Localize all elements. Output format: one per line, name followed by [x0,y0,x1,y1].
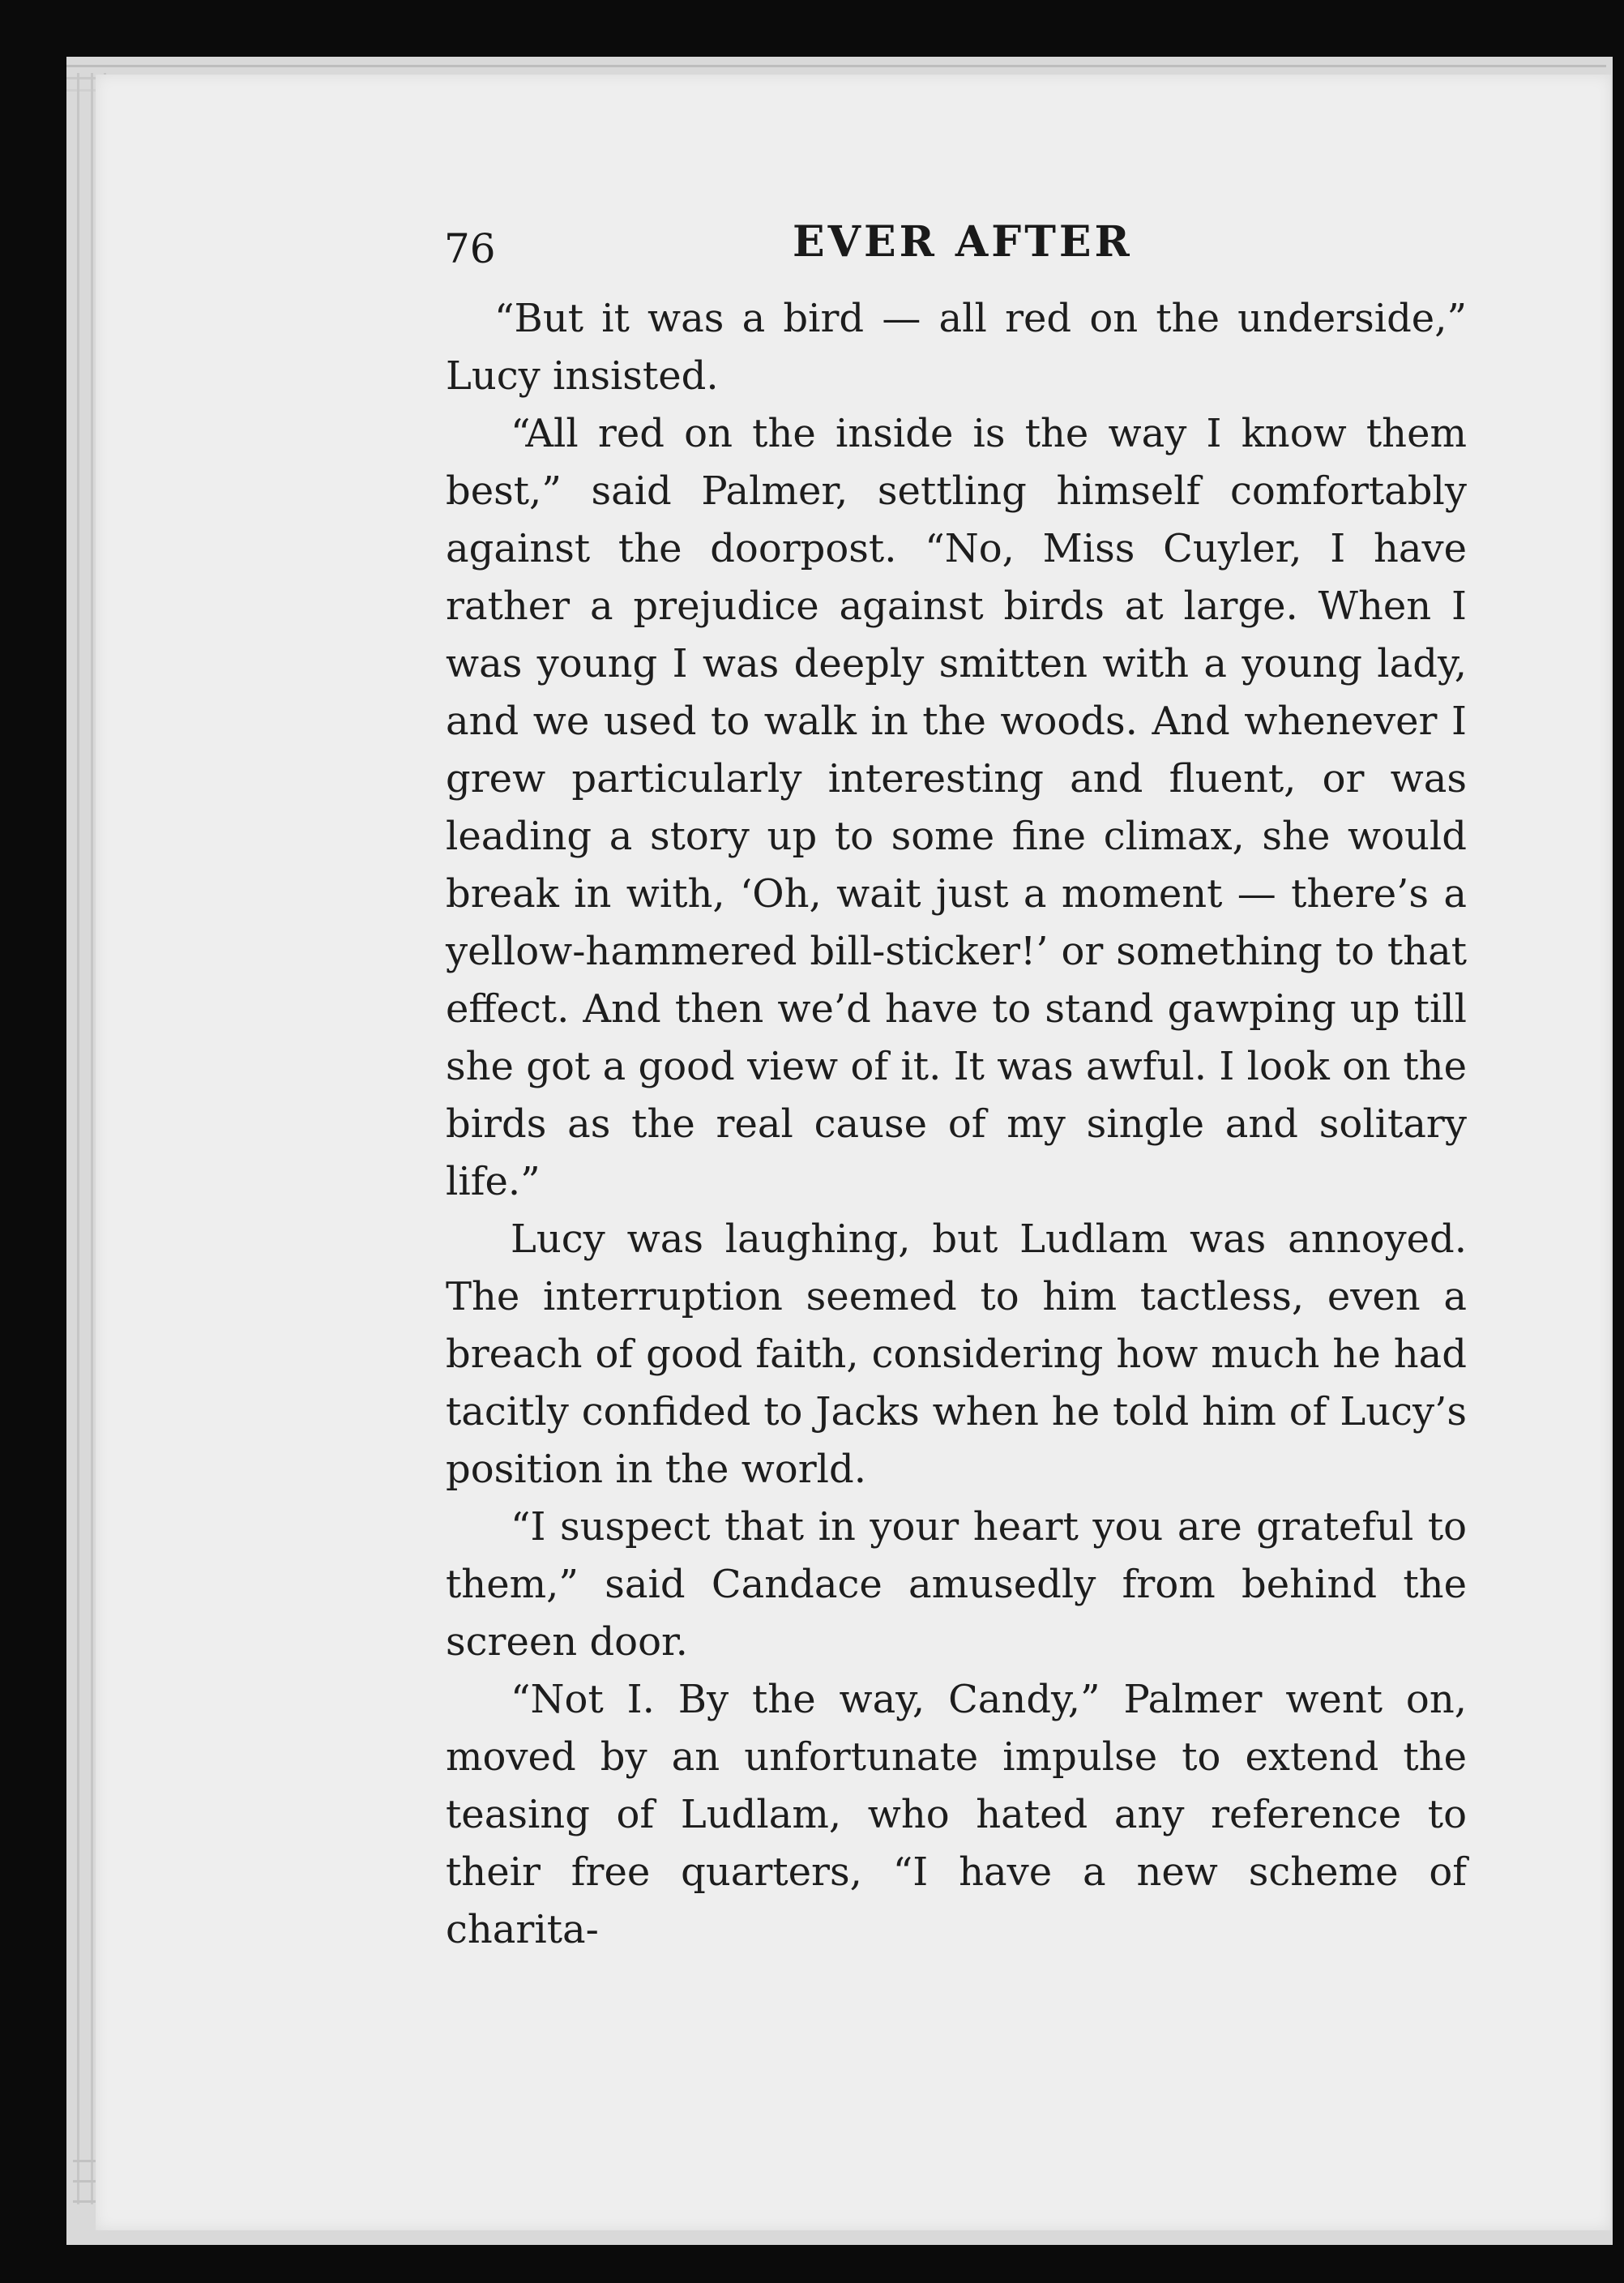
page-edge-line [91,73,93,2204]
paragraph: “But it was a bird — all red on the underside,” Lucy insisted. [446,296,1467,399]
page-edge-line [77,73,79,2204]
paragraph: Lucy was laughing, but Ludlam was annoyed. The interruption seemed to him tactless, even a breach of good faith, considering how much he had tacitly confided to Jacks when he told him of Lucy’s position in the world. [446,1216,1467,1492]
page-header [444,217,1498,282]
paragraph: “Not I. By the way, Candy,” Palmer went on, moved by an unfortunate impulse to extend the teasing of Ludlam, who hated any reference to their free quarters, “I have a new scheme of charita- [446,1677,1467,1952]
paragraph: “I suspect that in your heart you are grateful to them,” said Candace amusedly from behind the screen door. [446,1504,1467,1665]
paragraph: “All red on the inside is the way I know them best,” said Palmer, settling himself comfortably against the doorpost. “No, Miss Cuyler, I have rather a prejudice against birds at large. When I was young I was deeply smitten with a young lady, and we used to walk in the woods. And whenever I grew particularly interesting and fluent, or was leading a story up to some fine climax, she would break in with, ‘Oh, wait just a moment — there’s a yellow-hammered bill-sticker!’ or something to that effect. And then we’d have to stand gawping up till she got a good view of it. It was awful. I look on the birds as the real cause of my single and solitary life.” [446,411,1467,1204]
page-edge-line [66,65,1606,67]
body-text [446,290,1467,1959]
running-head: EVER AFTER [793,217,1133,267]
page-number: 76 [444,225,496,272]
